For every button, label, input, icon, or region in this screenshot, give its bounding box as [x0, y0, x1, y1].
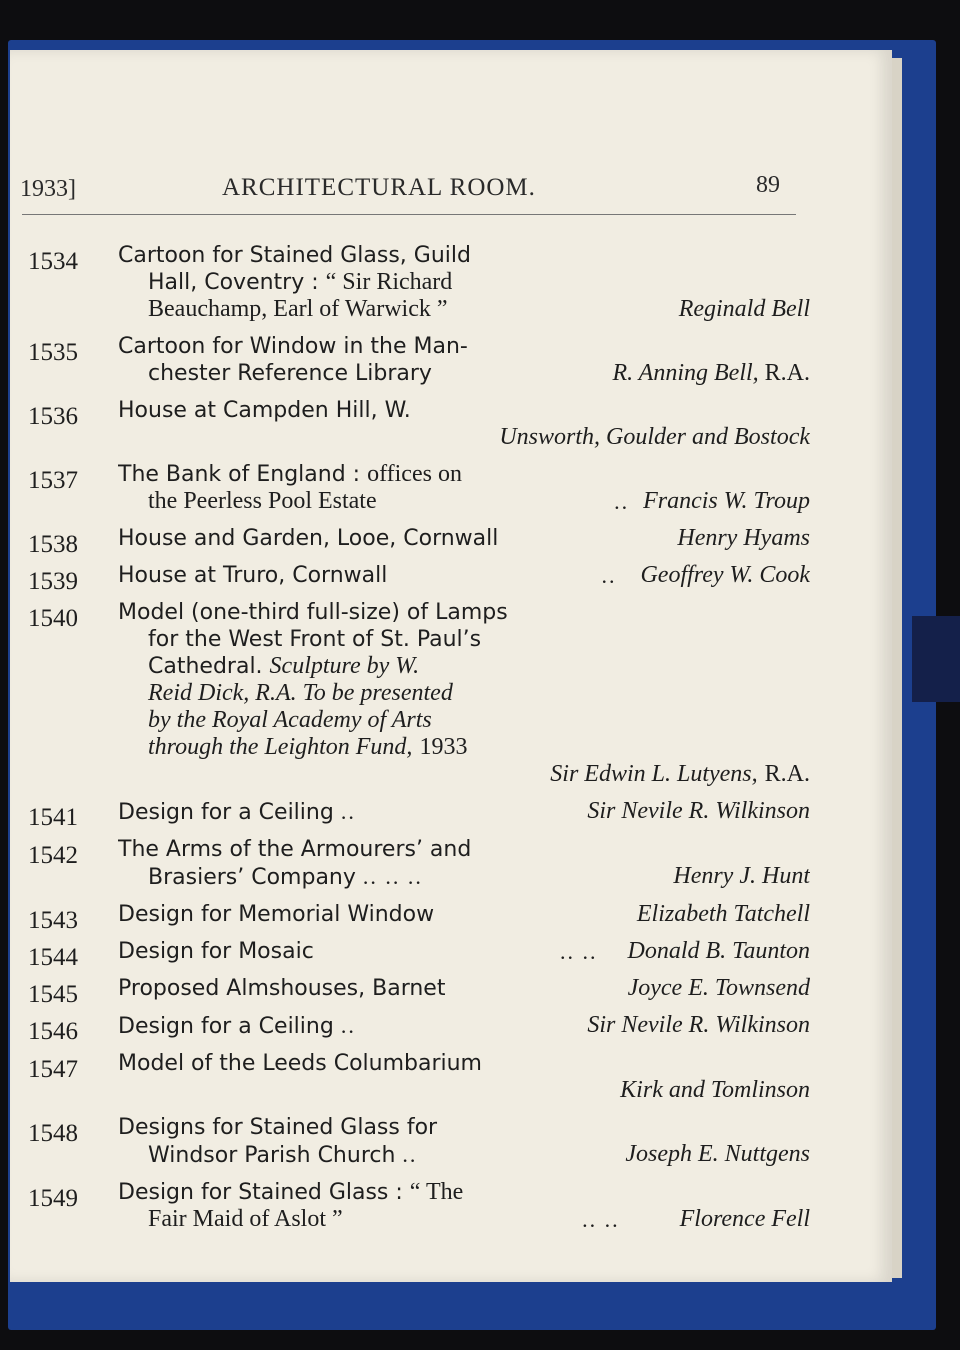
entry-title-line: House at Campden Hill, W. — [118, 398, 411, 423]
catalogue-entry — [20, 525, 810, 558]
catalogue-entry — [20, 333, 810, 387]
entry-author: Joyce E. Townsend — [627, 975, 810, 1001]
entry-title-line: offices on — [367, 461, 462, 487]
book-page — [10, 50, 892, 1282]
entry-author: Unsworth, Goulder and Bostock — [499, 424, 810, 450]
entry-number: 1545 — [28, 981, 78, 1008]
entry-number: 1538 — [28, 531, 78, 558]
header-title: ARCHITECTURAL ROOM. — [222, 174, 536, 201]
entry-number: 1547 — [28, 1056, 78, 1083]
entry-title-line: Hall, Coventry : — [148, 270, 319, 295]
leader-dots: .. — [402, 1142, 418, 1167]
entry-title-line: House at Truro, Cornwall — [118, 563, 388, 588]
entry-author-suffix: R.A. — [764, 360, 810, 386]
leader-dots: .. .. — [582, 1207, 620, 1232]
page-edge — [892, 58, 902, 1278]
entry-title-line: House and Garden, Looe, Cornwall — [118, 526, 499, 551]
header-year: 1933] — [20, 176, 76, 202]
entry-title-line: “ Sir Richard — [325, 269, 453, 295]
entry-title-line: by the Royal Academy of Arts — [148, 707, 432, 733]
leader-dots: .. — [340, 1013, 356, 1038]
entry-title-line: for the West Front of St. Paul’s — [148, 627, 482, 652]
entry-title-line: “ The — [409, 1179, 464, 1205]
entry-number: 1546 — [28, 1018, 78, 1045]
leader-dots: .. — [601, 563, 617, 588]
entry-number: 1535 — [28, 339, 78, 366]
catalogue-entry — [20, 1050, 810, 1104]
entry-author: Elizabeth Tatchell — [636, 901, 810, 927]
entry-author: Kirk and Tomlinson — [620, 1077, 810, 1103]
leader-dots: .. — [614, 489, 630, 514]
entry-author: Reginald Bell — [678, 296, 810, 322]
bookmark-ribbon — [912, 616, 960, 702]
entry-title-line: Design for Memorial Window — [118, 902, 435, 927]
entry-number: 1539 — [28, 568, 78, 595]
page-number: 89 — [756, 172, 780, 198]
entry-author: Henry Hyams — [677, 525, 810, 551]
catalogue-entry — [20, 1179, 810, 1233]
entry-title-line: Brasiers’ Company — [148, 865, 356, 890]
entry-title-line: Fair Maid of Aslot ” — [148, 1206, 343, 1232]
leader-dots: .. — [340, 799, 356, 824]
leader-dots: .. .. .. — [362, 864, 423, 889]
entry-author: Joseph E. Nuttgens — [625, 1141, 810, 1167]
catalogue-entry — [20, 1012, 810, 1045]
entry-author-suffix: R.A. — [764, 761, 810, 787]
entry-author: Geoffrey W. Cook — [640, 562, 810, 588]
catalogue-entry — [20, 901, 810, 934]
catalogue-entry — [20, 599, 810, 788]
entry-author: Florence Fell — [679, 1206, 810, 1232]
entry-title-line: Design for a Ceiling — [118, 1014, 334, 1039]
entry-title-line: The Arms of the Armourers’ and — [118, 837, 472, 862]
entry-number: 1549 — [28, 1185, 78, 1212]
entry-title-line: chester Reference Library — [148, 361, 432, 386]
entry-number: 1536 — [28, 403, 78, 430]
entry-title-line: Beauchamp, Earl of Warwick ” — [148, 296, 448, 322]
catalogue-entry — [20, 1114, 810, 1169]
entry-author: Sir Edwin L. Lutyens, — [550, 761, 758, 787]
entry-number: 1543 — [28, 907, 78, 934]
entry-author: R. Anning Bell, — [612, 360, 759, 386]
entry-title-line: Reid Dick, R.A. To be presented — [148, 680, 453, 706]
entry-title-line: through the Leighton Fund, — [148, 734, 413, 760]
entry-title-line: Model (one-third full-size) of Lamps — [118, 600, 508, 625]
entry-title-line: Design for Stained Glass : — [118, 1180, 403, 1205]
entry-title-line: 1933 — [419, 734, 468, 760]
entry-number: 1544 — [28, 944, 78, 971]
entry-number: 1541 — [28, 804, 78, 831]
entry-author: Donald B. Taunton — [627, 938, 810, 964]
catalogue-entry — [20, 975, 810, 1008]
entry-title-line: Cathedral. — [148, 654, 263, 679]
entry-author: Henry J. Hunt — [673, 863, 810, 889]
running-header — [10, 50, 892, 220]
entry-title-line: Cartoon for Window in the Man- — [118, 334, 468, 359]
catalogue-entry — [20, 836, 810, 891]
entry-title-line: Design for Mosaic — [118, 939, 314, 964]
entry-title-line: Design for a Ceiling — [118, 800, 334, 825]
catalogue-entry — [20, 242, 810, 323]
catalogue-entries — [20, 242, 810, 1243]
entry-author: Francis W. Troup — [643, 488, 810, 514]
entry-number: 1540 — [28, 605, 78, 632]
leader-dots: .. .. — [560, 939, 598, 964]
entry-number: 1534 — [28, 248, 78, 275]
entry-title-line: Designs for Stained Glass for — [118, 1115, 438, 1140]
entry-title-line: Windsor Parish Church — [148, 1143, 396, 1168]
entry-title-line: Model of the Leeds Columbarium — [118, 1051, 482, 1076]
catalogue-entry — [20, 562, 810, 595]
entry-title-line: the Peerless Pool Estate — [148, 488, 377, 514]
catalogue-entry — [20, 938, 810, 971]
entry-author: Sir Nevile R. Wilkinson — [587, 798, 810, 824]
entry-number: 1537 — [28, 467, 78, 494]
catalogue-entry — [20, 461, 810, 515]
catalogue-entry — [20, 798, 810, 831]
entry-author: Sir Nevile R. Wilkinson — [587, 1012, 810, 1038]
catalogue-entry — [20, 397, 810, 451]
entry-title-line: The Bank of England : — [118, 462, 361, 487]
entry-title-line: Sculpture by W. — [269, 653, 420, 679]
header-rule — [22, 214, 796, 215]
entry-number: 1548 — [28, 1120, 78, 1147]
entry-number: 1542 — [28, 842, 78, 869]
entry-title-line: Cartoon for Stained Glass, Guild — [118, 243, 471, 268]
entry-title-line: Proposed Almshouses, Barnet — [118, 976, 446, 1001]
